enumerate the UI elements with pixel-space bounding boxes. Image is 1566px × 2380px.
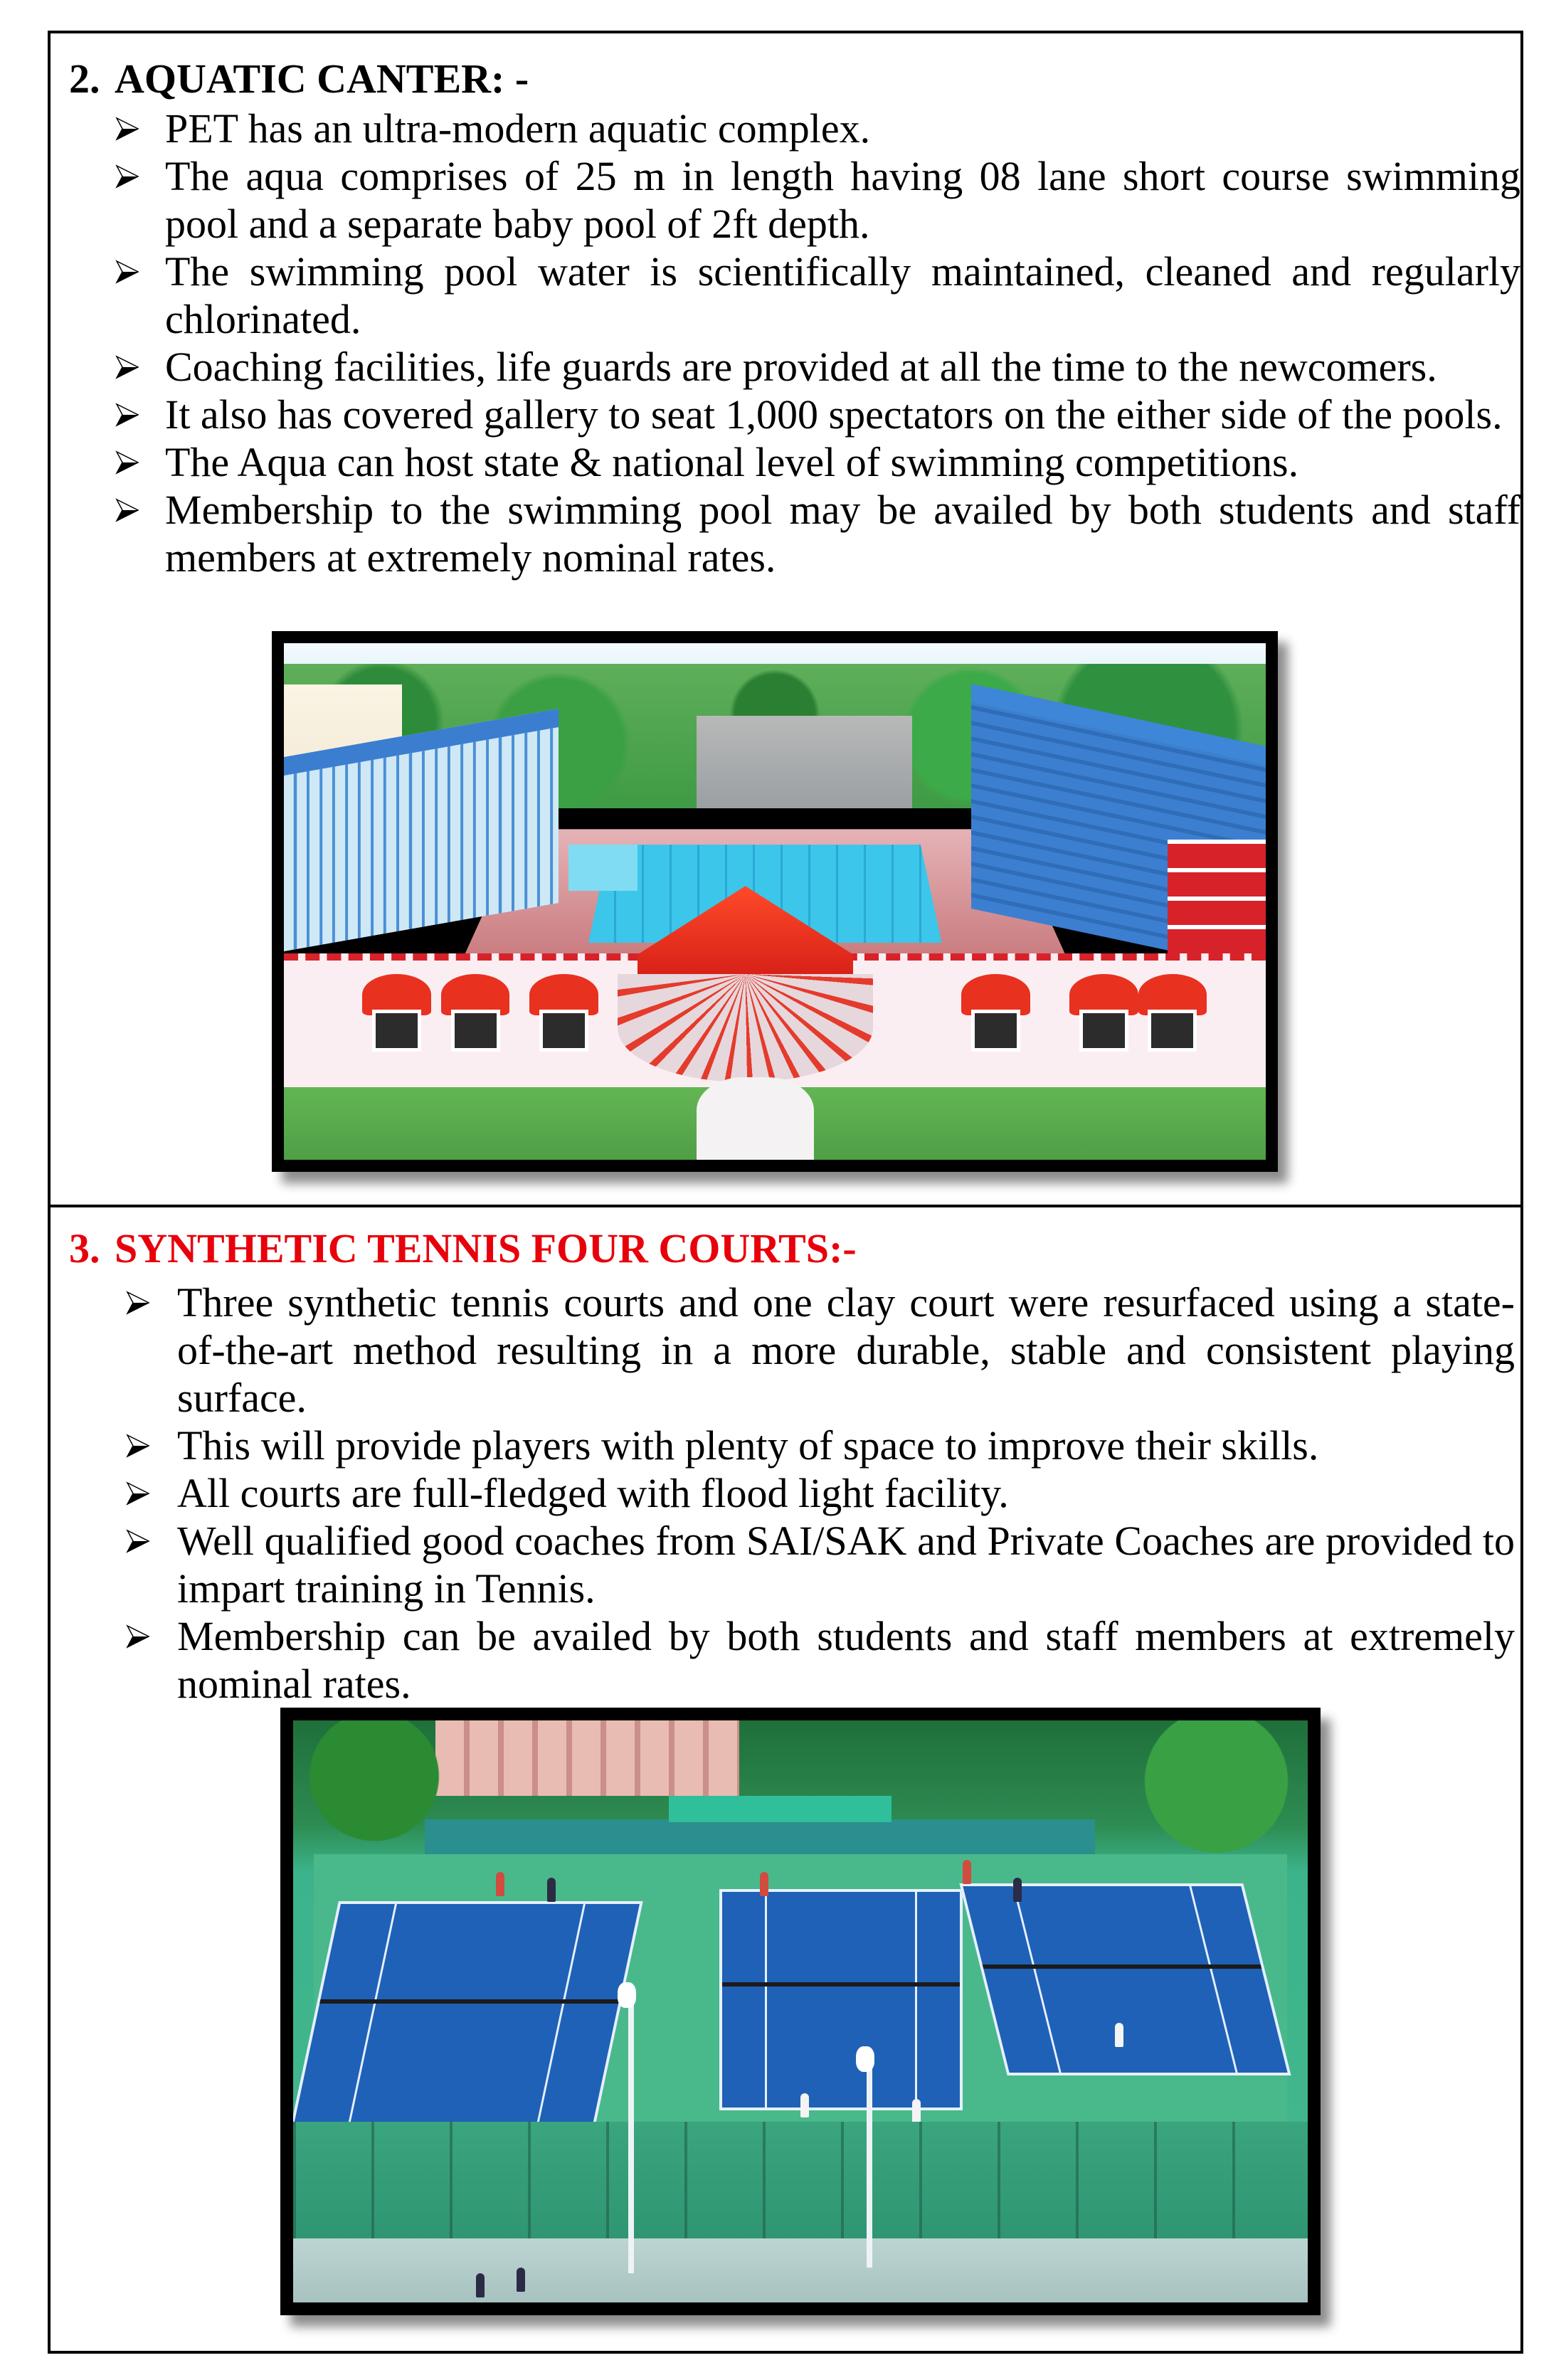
window (971, 1010, 1020, 1051)
flood-light-icon (618, 1982, 636, 2008)
arrowhead-bullet-icon (115, 260, 139, 284)
tennis-court (293, 1901, 642, 2134)
list-item: Well qualified good coaches from SAI/SAK and Private Coaches are provided to impart training in Tennis. (177, 1517, 1515, 1612)
player (476, 2273, 485, 2297)
arrowhead-bullet-icon (115, 355, 139, 379)
building (435, 1720, 740, 1796)
player (963, 1860, 971, 1884)
arrowhead-bullet-icon (115, 450, 139, 475)
red-facade-panel (1168, 840, 1266, 953)
player (496, 1872, 504, 1896)
tennis-court (959, 1883, 1291, 2075)
window-canopy (441, 974, 510, 1015)
facilities-table (48, 31, 1523, 2354)
player (1115, 2023, 1123, 2047)
window (451, 1010, 500, 1051)
player (517, 2268, 525, 2292)
arrowhead-bullet-icon (126, 1624, 150, 1649)
list-item: Membership to the swimming pool may be availed by both students and staff members at extremely nominal rates. (165, 486, 1520, 581)
arrowhead-bullet-icon (126, 1481, 150, 1506)
list-item: It also has covered gallery to seat 1,000 spectators on the either side of the pools. (165, 391, 1520, 438)
bullet-list (177, 1279, 1515, 1708)
list-item: Membership can be availed by both students and staff members at extremely nominal rates. (177, 1612, 1515, 1708)
walkway (293, 2238, 1308, 2302)
section-tennis-courts (51, 1207, 1520, 2351)
tennis-court (719, 1889, 963, 2110)
player (912, 2099, 921, 2123)
window-canopy (362, 974, 431, 1015)
list-item: Coaching facilities, life guards are provided at all the time to the newcomers. (165, 343, 1520, 391)
arrowhead-bullet-icon (115, 117, 139, 141)
trees (1125, 1720, 1308, 1872)
list-item: The aqua comprises of 25 m in length having 08 lane short course swimming pool and a separate baby pool of 2ft depth. (165, 152, 1520, 248)
tennis-courts-photo (280, 1708, 1321, 2315)
list-item: PET has an ultra-modern aquatic complex. (165, 105, 1520, 152)
list-item: The Aqua can host state & national level of swimming competitions. (165, 438, 1520, 486)
list-item: All courts are full-fledged with flood light facility. (177, 1469, 1515, 1517)
section-title: AQUATIC CANTER: - (115, 55, 529, 102)
player (547, 1878, 556, 1902)
player (1013, 1878, 1022, 1902)
section-number: 2. (69, 55, 100, 102)
aquatic-center-photo (272, 631, 1278, 1172)
bullet-list (165, 105, 1520, 581)
road (697, 716, 913, 809)
tennis-photo-scene (293, 1720, 1308, 2302)
flood-light-pole (628, 1994, 634, 2273)
window (1079, 1010, 1128, 1051)
arrowhead-bullet-icon (115, 403, 139, 427)
banner (669, 1796, 892, 1822)
front-fence (293, 2122, 1308, 2250)
window (539, 1010, 588, 1051)
back-fence (425, 1819, 1094, 1854)
flood-light-pole (867, 2058, 872, 2267)
list-item: The swimming pool water is scientifically maintained, cleaned and regularly chlorinated. (165, 248, 1520, 343)
player (760, 1872, 768, 1896)
window-canopy (961, 974, 1030, 1015)
player (800, 2093, 809, 2117)
list-item: Three synthetic tennis courts and one clay court were resurfaced using a state-of-the-art method resulting in a more durable, stable and consistent playing surface. (177, 1279, 1515, 1422)
section-title: SYNTHETIC TENNIS FOUR COURTS:- (115, 1225, 857, 1271)
section-number: 3. (69, 1225, 100, 1271)
aquatic-photo-scene (284, 643, 1266, 1160)
arrowhead-bullet-icon (126, 1434, 150, 1458)
glass-dome (618, 974, 873, 1082)
window-canopy (1138, 974, 1207, 1015)
section-heading (69, 1225, 857, 1272)
arrowhead-bullet-icon (126, 1291, 150, 1315)
arrowhead-bullet-icon (115, 164, 139, 189)
section-heading (69, 55, 529, 102)
baby-pool (568, 845, 637, 891)
list-item: This will provide players with plenty of space to improve their skills. (177, 1422, 1515, 1469)
section-aquatic-center (51, 33, 1520, 1207)
window-canopy (529, 974, 598, 1015)
entrance-steps (697, 1077, 815, 1160)
window-canopy (1069, 974, 1138, 1015)
window (1148, 1010, 1197, 1051)
flood-light-icon (856, 2046, 874, 2072)
arrowhead-bullet-icon (115, 498, 139, 522)
arrowhead-bullet-icon (126, 1529, 150, 1553)
window (372, 1010, 421, 1051)
